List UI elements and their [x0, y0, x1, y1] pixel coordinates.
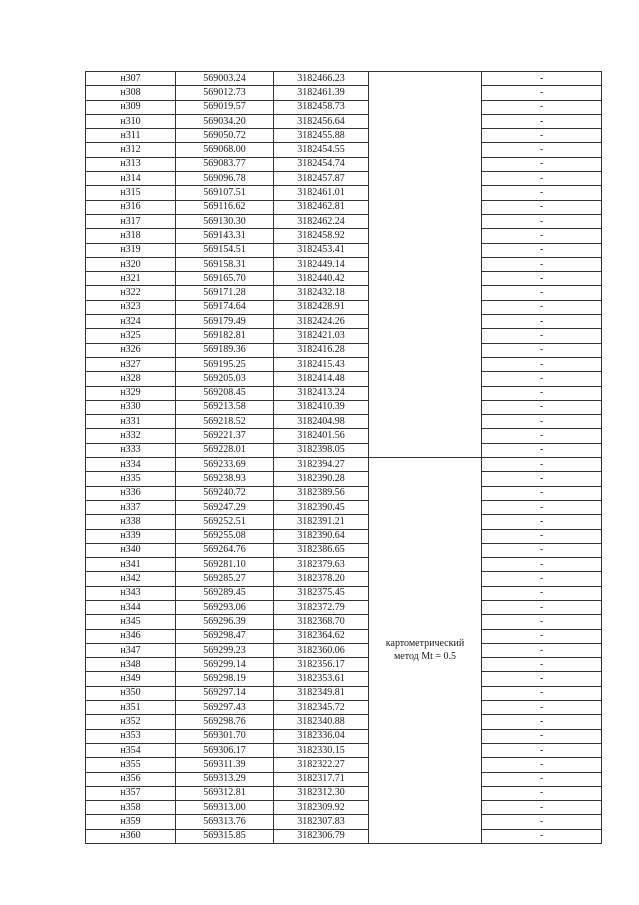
table-row [86, 701, 602, 715]
point-id-cell: н320 [86, 257, 176, 271]
point-id-cell: н352 [86, 715, 176, 729]
point-id-cell: н338 [86, 515, 176, 529]
dash-cell: - [482, 200, 602, 214]
table-row [86, 357, 602, 371]
y-coordinate-cell: 3182353.61 [274, 672, 369, 686]
y-coordinate-cell: 3182458.92 [274, 229, 369, 243]
point-id-cell: н343 [86, 586, 176, 600]
x-coordinate-cell: 569298.19 [176, 672, 274, 686]
y-coordinate-cell: 3182375.45 [274, 586, 369, 600]
point-id-cell: н340 [86, 543, 176, 557]
point-id-cell: н335 [86, 472, 176, 486]
table-row [86, 243, 602, 257]
point-id-cell: н351 [86, 701, 176, 715]
method-cell [369, 458, 482, 844]
x-coordinate-cell: 569068.00 [176, 143, 274, 157]
point-id-cell: н312 [86, 143, 176, 157]
x-coordinate-cell: 569297.43 [176, 701, 274, 715]
coordinates-table-body [86, 72, 602, 844]
y-coordinate-cell: 3182456.64 [274, 114, 369, 128]
point-id-cell: н317 [86, 214, 176, 228]
x-coordinate-cell: 569034.20 [176, 114, 274, 128]
table-row [86, 772, 602, 786]
table-row [86, 643, 602, 657]
point-id-cell: н355 [86, 758, 176, 772]
dash-cell: - [482, 801, 602, 815]
y-coordinate-cell: 3182454.74 [274, 157, 369, 171]
x-coordinate-cell: 569221.37 [176, 429, 274, 443]
x-coordinate-cell: 569143.31 [176, 229, 274, 243]
point-id-cell: н323 [86, 300, 176, 314]
table-row [86, 572, 602, 586]
point-id-cell: н329 [86, 386, 176, 400]
x-coordinate-cell: 569208.45 [176, 386, 274, 400]
y-coordinate-cell: 3182386.65 [274, 543, 369, 557]
x-coordinate-cell: 569116.62 [176, 200, 274, 214]
point-id-cell: н348 [86, 658, 176, 672]
y-coordinate-cell: 3182330.15 [274, 743, 369, 757]
y-coordinate-cell: 3182457.87 [274, 172, 369, 186]
table-row [86, 86, 602, 100]
y-coordinate-cell: 3182453.41 [274, 243, 369, 257]
table-row [86, 543, 602, 557]
dash-cell: - [482, 243, 602, 257]
x-coordinate-cell: 569306.17 [176, 743, 274, 757]
dash-cell: - [482, 715, 602, 729]
point-id-cell: н314 [86, 172, 176, 186]
point-id-cell: н327 [86, 357, 176, 371]
x-coordinate-cell: 569050.72 [176, 129, 274, 143]
dash-cell: - [482, 758, 602, 772]
table-row [86, 257, 602, 271]
dash-cell: - [482, 386, 602, 400]
dash-cell: - [482, 357, 602, 371]
x-coordinate-cell: 569189.36 [176, 343, 274, 357]
table-row [86, 400, 602, 414]
dash-cell: - [482, 600, 602, 614]
point-id-cell: н307 [86, 72, 176, 86]
dash-cell: - [482, 372, 602, 386]
point-id-cell: н315 [86, 186, 176, 200]
point-id-cell: н321 [86, 272, 176, 286]
y-coordinate-cell: 3182458.73 [274, 100, 369, 114]
point-id-cell: н308 [86, 86, 176, 100]
x-coordinate-cell: 569313.29 [176, 772, 274, 786]
x-coordinate-cell: 569096.78 [176, 172, 274, 186]
point-id-cell: н311 [86, 129, 176, 143]
x-coordinate-cell: 569240.72 [176, 486, 274, 500]
point-id-cell: н345 [86, 615, 176, 629]
table-row [86, 529, 602, 543]
dash-cell: - [482, 129, 602, 143]
dash-cell: - [482, 172, 602, 186]
y-coordinate-cell: 3182462.81 [274, 200, 369, 214]
x-coordinate-cell: 569247.29 [176, 500, 274, 514]
y-coordinate-cell: 3182416.28 [274, 343, 369, 357]
table-row [86, 443, 602, 457]
point-id-cell: н326 [86, 343, 176, 357]
y-coordinate-cell: 3182404.98 [274, 415, 369, 429]
y-coordinate-cell: 3182360.06 [274, 643, 369, 657]
x-coordinate-cell: 569281.10 [176, 558, 274, 572]
point-id-cell: н339 [86, 529, 176, 543]
point-id-cell: н353 [86, 729, 176, 743]
y-coordinate-cell: 3182389.56 [274, 486, 369, 500]
y-coordinate-cell: 3182368.70 [274, 615, 369, 629]
dash-cell: - [482, 672, 602, 686]
x-coordinate-cell: 569174.64 [176, 300, 274, 314]
table-row [86, 786, 602, 800]
method-cell-empty [369, 72, 482, 458]
dash-cell: - [482, 643, 602, 657]
x-coordinate-cell: 569298.76 [176, 715, 274, 729]
dash-cell: - [482, 86, 602, 100]
y-coordinate-cell: 3182432.18 [274, 286, 369, 300]
method-name: картометрический [385, 638, 465, 650]
point-id-cell: н318 [86, 229, 176, 243]
dash-cell: - [482, 686, 602, 700]
x-coordinate-cell: 569012.73 [176, 86, 274, 100]
table-row [86, 472, 602, 486]
y-coordinate-cell: 3182410.39 [274, 400, 369, 414]
y-coordinate-cell: 3182414.48 [274, 372, 369, 386]
y-coordinate-cell: 3182307.83 [274, 815, 369, 829]
table-row [86, 743, 602, 757]
x-coordinate-cell: 569218.52 [176, 415, 274, 429]
dash-cell: - [482, 343, 602, 357]
dash-cell: - [482, 315, 602, 329]
y-coordinate-cell: 3182340.88 [274, 715, 369, 729]
dash-cell: - [482, 815, 602, 829]
dash-cell: - [482, 786, 602, 800]
x-coordinate-cell: 569171.28 [176, 286, 274, 300]
y-coordinate-cell: 3182401.56 [274, 429, 369, 443]
table-row [86, 72, 602, 86]
dash-cell: - [482, 72, 602, 86]
x-coordinate-cell: 569233.69 [176, 458, 274, 472]
dash-cell: - [482, 400, 602, 414]
table-row [86, 143, 602, 157]
table-row [86, 415, 602, 429]
point-id-cell: н350 [86, 686, 176, 700]
dash-cell: - [482, 229, 602, 243]
table-row [86, 272, 602, 286]
table-row [86, 186, 602, 200]
dash-cell: - [482, 272, 602, 286]
table-row [86, 515, 602, 529]
table-row [86, 229, 602, 243]
table-row [86, 829, 602, 843]
dash-cell: - [482, 586, 602, 600]
point-id-cell: н330 [86, 400, 176, 414]
y-coordinate-cell: 3182415.43 [274, 357, 369, 371]
point-id-cell: н354 [86, 743, 176, 757]
table-row [86, 615, 602, 629]
table-row [86, 114, 602, 128]
y-coordinate-cell: 3182379.63 [274, 558, 369, 572]
y-coordinate-cell: 3182309.92 [274, 801, 369, 815]
point-id-cell: н336 [86, 486, 176, 500]
table-row [86, 715, 602, 729]
dash-cell: - [482, 543, 602, 557]
x-coordinate-cell: 569158.31 [176, 257, 274, 271]
y-coordinate-cell: 3182421.03 [274, 329, 369, 343]
y-coordinate-cell: 3182312.30 [274, 786, 369, 800]
x-coordinate-cell: 569083.77 [176, 157, 274, 171]
x-coordinate-cell: 569182.81 [176, 329, 274, 343]
x-coordinate-cell: 569315.85 [176, 829, 274, 843]
point-id-cell: н346 [86, 629, 176, 643]
x-coordinate-cell: 569228.01 [176, 443, 274, 457]
y-coordinate-cell: 3182424.26 [274, 315, 369, 329]
point-id-cell: н313 [86, 157, 176, 171]
x-coordinate-cell: 569019.57 [176, 100, 274, 114]
point-id-cell: н341 [86, 558, 176, 572]
x-coordinate-cell: 569299.23 [176, 643, 274, 657]
table-row [86, 686, 602, 700]
y-coordinate-cell: 3182317.71 [274, 772, 369, 786]
table-row [86, 100, 602, 114]
x-coordinate-cell: 569205.03 [176, 372, 274, 386]
x-coordinate-cell: 569165.70 [176, 272, 274, 286]
point-id-cell: н347 [86, 643, 176, 657]
point-id-cell: н316 [86, 200, 176, 214]
x-coordinate-cell: 569293.06 [176, 600, 274, 614]
x-coordinate-cell: 569238.93 [176, 472, 274, 486]
dash-cell: - [482, 458, 602, 472]
method-accuracy: метод Mt = 0.5 [393, 650, 457, 662]
table-row [86, 458, 602, 472]
dash-cell: - [482, 515, 602, 529]
x-coordinate-cell: 569130.30 [176, 214, 274, 228]
dash-cell: - [482, 257, 602, 271]
dash-cell: - [482, 701, 602, 715]
x-coordinate-cell: 569301.70 [176, 729, 274, 743]
point-id-cell: н358 [86, 801, 176, 815]
table-row [86, 500, 602, 514]
y-coordinate-cell: 3182466.23 [274, 72, 369, 86]
y-coordinate-cell: 3182394.27 [274, 458, 369, 472]
y-coordinate-cell: 3182390.45 [274, 500, 369, 514]
point-id-cell: н331 [86, 415, 176, 429]
table-row [86, 300, 602, 314]
table-row [86, 172, 602, 186]
point-id-cell: н322 [86, 286, 176, 300]
dash-cell: - [482, 629, 602, 643]
table-row [86, 343, 602, 357]
table-row [86, 200, 602, 214]
dash-cell: - [482, 472, 602, 486]
y-coordinate-cell: 3182391.21 [274, 515, 369, 529]
y-coordinate-cell: 3182398.05 [274, 443, 369, 457]
y-coordinate-cell: 3182461.01 [274, 186, 369, 200]
y-coordinate-cell: 3182345.72 [274, 701, 369, 715]
dash-cell: - [482, 743, 602, 757]
table-row [86, 600, 602, 614]
dash-cell: - [482, 100, 602, 114]
dash-cell: - [482, 829, 602, 843]
y-coordinate-cell: 3182349.81 [274, 686, 369, 700]
y-coordinate-cell: 3182390.64 [274, 529, 369, 543]
y-coordinate-cell: 3182356.17 [274, 658, 369, 672]
x-coordinate-cell: 569252.51 [176, 515, 274, 529]
x-coordinate-cell: 569213.58 [176, 400, 274, 414]
x-coordinate-cell: 569195.25 [176, 357, 274, 371]
y-coordinate-cell: 3182390.28 [274, 472, 369, 486]
dash-cell: - [482, 729, 602, 743]
table-row [86, 558, 602, 572]
point-id-cell: н319 [86, 243, 176, 257]
dash-cell: - [482, 558, 602, 572]
x-coordinate-cell: 569312.81 [176, 786, 274, 800]
y-coordinate-cell: 3182322.27 [274, 758, 369, 772]
point-id-cell: н349 [86, 672, 176, 686]
x-coordinate-cell: 569255.08 [176, 529, 274, 543]
dash-cell: - [482, 658, 602, 672]
coordinates-table [85, 71, 602, 844]
point-id-cell: н328 [86, 372, 176, 386]
table-row [86, 429, 602, 443]
table-row [86, 214, 602, 228]
dash-cell: - [482, 429, 602, 443]
x-coordinate-cell: 569298.47 [176, 629, 274, 643]
dash-cell: - [482, 114, 602, 128]
dash-cell: - [482, 214, 602, 228]
table-row [86, 586, 602, 600]
table-row [86, 315, 602, 329]
x-coordinate-cell: 569264.76 [176, 543, 274, 557]
table-row [86, 672, 602, 686]
point-id-cell: н333 [86, 443, 176, 457]
y-coordinate-cell: 3182440.42 [274, 272, 369, 286]
table-row [86, 729, 602, 743]
dash-cell: - [482, 486, 602, 500]
dash-cell: - [482, 300, 602, 314]
y-coordinate-cell: 3182449.14 [274, 257, 369, 271]
dash-cell: - [482, 615, 602, 629]
point-id-cell: н334 [86, 458, 176, 472]
x-coordinate-cell: 569179.49 [176, 315, 274, 329]
dash-cell: - [482, 529, 602, 543]
y-coordinate-cell: 3182454.55 [274, 143, 369, 157]
y-coordinate-cell: 3182461.39 [274, 86, 369, 100]
table-row [86, 129, 602, 143]
table-row [86, 758, 602, 772]
x-coordinate-cell: 569311.39 [176, 758, 274, 772]
y-coordinate-cell: 3182372.79 [274, 600, 369, 614]
dash-cell: - [482, 500, 602, 514]
point-id-cell: н310 [86, 114, 176, 128]
x-coordinate-cell: 569154.51 [176, 243, 274, 257]
x-coordinate-cell: 569299.14 [176, 658, 274, 672]
y-coordinate-cell: 3182336.04 [274, 729, 369, 743]
dash-cell: - [482, 286, 602, 300]
table-row [86, 157, 602, 171]
point-id-cell: н359 [86, 815, 176, 829]
point-id-cell: н332 [86, 429, 176, 443]
table-row [86, 486, 602, 500]
point-id-cell: н324 [86, 315, 176, 329]
y-coordinate-cell: 3182378.20 [274, 572, 369, 586]
dash-cell: - [482, 157, 602, 171]
point-id-cell: н357 [86, 786, 176, 800]
y-coordinate-cell: 3182455.88 [274, 129, 369, 143]
table-row [86, 372, 602, 386]
y-coordinate-cell: 3182306.79 [274, 829, 369, 843]
point-id-cell: н344 [86, 600, 176, 614]
x-coordinate-cell: 569003.24 [176, 72, 274, 86]
dash-cell: - [482, 329, 602, 343]
point-id-cell: н342 [86, 572, 176, 586]
x-coordinate-cell: 569313.76 [176, 815, 274, 829]
dash-cell: - [482, 572, 602, 586]
dash-cell: - [482, 443, 602, 457]
y-coordinate-cell: 3182364.62 [274, 629, 369, 643]
table-row [86, 658, 602, 672]
dash-cell: - [482, 186, 602, 200]
table-row [86, 815, 602, 829]
dash-cell: - [482, 415, 602, 429]
x-coordinate-cell: 569107.51 [176, 186, 274, 200]
point-id-cell: н309 [86, 100, 176, 114]
point-id-cell: н360 [86, 829, 176, 843]
y-coordinate-cell: 3182428.91 [274, 300, 369, 314]
table-row [86, 629, 602, 643]
point-id-cell: н325 [86, 329, 176, 343]
table-row [86, 286, 602, 300]
x-coordinate-cell: 569285.27 [176, 572, 274, 586]
x-coordinate-cell: 569313.00 [176, 801, 274, 815]
x-coordinate-cell: 569296.39 [176, 615, 274, 629]
point-id-cell: н356 [86, 772, 176, 786]
x-coordinate-cell: 569289.45 [176, 586, 274, 600]
table-row [86, 329, 602, 343]
dash-cell: - [482, 143, 602, 157]
table-row [86, 801, 602, 815]
y-coordinate-cell: 3182413.24 [274, 386, 369, 400]
table-row [86, 386, 602, 400]
point-id-cell: н337 [86, 500, 176, 514]
x-coordinate-cell: 569297.14 [176, 686, 274, 700]
dash-cell: - [482, 772, 602, 786]
y-coordinate-cell: 3182462.24 [274, 214, 369, 228]
